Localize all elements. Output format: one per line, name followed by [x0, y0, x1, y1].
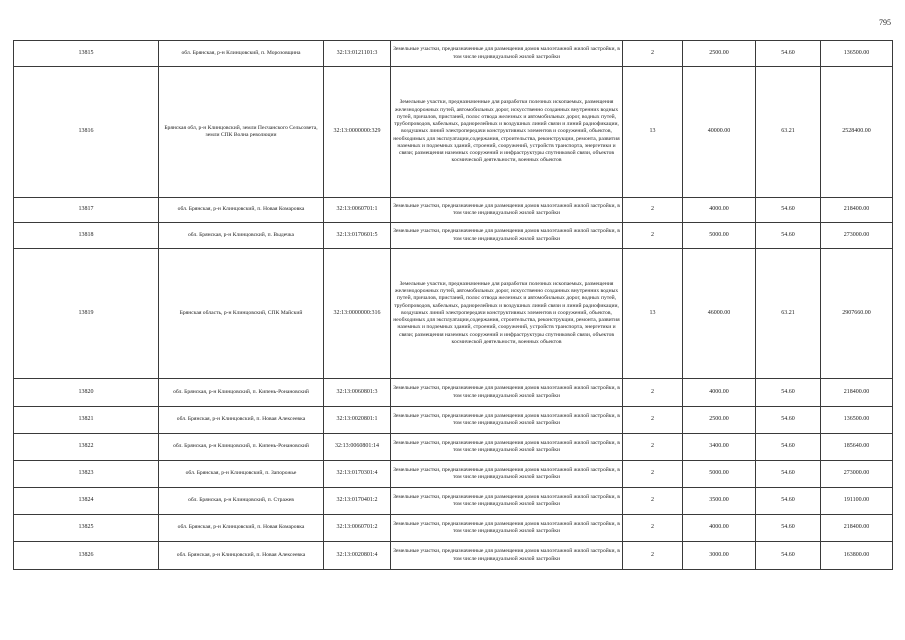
row-id: 13816 [14, 67, 159, 198]
row-group: 2 [623, 488, 683, 515]
row-rate: 54.60 [756, 515, 821, 542]
row-value: 273000.00 [821, 461, 893, 488]
row-area: 5000.00 [683, 461, 756, 488]
table-row [14, 488, 893, 515]
table-row [14, 542, 893, 570]
row-id: 13819 [14, 249, 159, 379]
row-cadastral-number: 32:13:0060701:2 [324, 515, 391, 542]
row-group: 13 [623, 249, 683, 379]
table-row [14, 67, 893, 198]
row-purpose: Земельные участки, предназначенные для размещения домов малоэтажной жилой застройки, в том числе индивидуальной жилой застройки [391, 41, 623, 67]
row-cadastral-number: 32:13:0000000:329 [324, 67, 391, 198]
row-group: 2 [623, 542, 683, 570]
row-cadastral-number: 32:13:0121101:3 [324, 41, 391, 67]
row-address: обл. Брянская, р-н Клинцовский, п. Новая Комаровка [159, 198, 324, 223]
row-rate: 54.60 [756, 198, 821, 223]
row-group: 2 [623, 407, 683, 434]
row-value: 136500.00 [821, 41, 893, 67]
row-area: 40000.00 [683, 67, 756, 198]
row-value: 218400.00 [821, 515, 893, 542]
row-id: 13817 [14, 198, 159, 223]
row-id: 13826 [14, 542, 159, 570]
table-row [14, 461, 893, 488]
row-value: 2528400.00 [821, 67, 893, 198]
row-address: обл. Брянская, р-н Клинцовский, п. Новая Комаровка [159, 515, 324, 542]
table-row [14, 515, 893, 542]
row-rate: 54.60 [756, 41, 821, 67]
row-area: 2500.00 [683, 407, 756, 434]
row-address: обл. Брянская, р-н Клинцовский, п. Выдечка [159, 223, 324, 249]
row-area: 3500.00 [683, 488, 756, 515]
row-id: 13822 [14, 434, 159, 461]
row-purpose: Земельные участки, предназначенные для размещения домов малоэтажной жилой застройки, в том числе индивидуальной жилой застройки [391, 515, 623, 542]
row-purpose: Земельные участки, предназначенные для размещения домов малоэтажной жилой застройки, в том числе индивидуальной жилой застройки [391, 407, 623, 434]
row-id: 13815 [14, 41, 159, 67]
row-rate: 54.60 [756, 488, 821, 515]
row-purpose: Земельные участки, предназначенные для размещения домов малоэтажной жилой застройки, в том числе индивидуальной жилой застройки [391, 461, 623, 488]
row-purpose: Земельные участки, предназначенные для размещения домов малоэтажной жилой застройки, в том числе индивидуальной жилой застройки [391, 488, 623, 515]
row-purpose: Земельные участки, предназначенные для размещения домов малоэтажной жилой застройки, в том числе индивидуальной жилой застройки [391, 542, 623, 570]
row-value: 136500.00 [821, 407, 893, 434]
row-cadastral-number: 32:13:0170301:4 [324, 461, 391, 488]
row-id: 13823 [14, 461, 159, 488]
row-area: 5000.00 [683, 223, 756, 249]
row-value: 273000.00 [821, 223, 893, 249]
row-value: 218400.00 [821, 198, 893, 223]
row-purpose: Земельные участки, предназначенные для разработки полезных ископаемых, размещения железнодорожных путей, автомобильных дорог, искусственно созданных внутренних водных путей, причалов, пристаней, полос отвода железных и автомобильных дорог, водных путей, трубопроводов, кабельных, радиорелейных и воздушных линий связи и линий радиофикации, воздушных линий электропередачи конструктивных элементов и сооружений, объектов, необходимых для эксплуатации,содержания, строительства, реконструкции, ремонта, развития наземных и подземных зданий, строений, сооружений, устройств транспорта, энергетики и связи; размещения наземных сооружений и инфраструктуры спутниковой связи, объектов космической деятельности, военных объектов [391, 67, 623, 198]
row-area: 4000.00 [683, 198, 756, 223]
row-value: 2907660.00 [821, 249, 893, 379]
row-rate: 54.60 [756, 379, 821, 407]
row-id: 13818 [14, 223, 159, 249]
row-rate: 54.60 [756, 407, 821, 434]
row-group: 2 [623, 515, 683, 542]
row-id: 13825 [14, 515, 159, 542]
row-purpose: Земельные участки, предназначенные для размещения домов малоэтажной жилой застройки, в том числе индивидуальной жилой застройки [391, 223, 623, 249]
row-cadastral-number: 32:13:0170601:5 [324, 223, 391, 249]
row-rate: 54.60 [756, 434, 821, 461]
row-area: 46000.00 [683, 249, 756, 379]
row-address: обл. Брянская, р-н Клинцовский, п. Морозовщина [159, 41, 324, 67]
row-address: Брянская обл, р-н Клинцовский, земли Песчанского Сельсовета, земли СПК Волна революции [159, 67, 324, 198]
row-rate: 54.60 [756, 542, 821, 570]
row-cadastral-number: 32:13:0060701:1 [324, 198, 391, 223]
row-address: обл. Брянская, р-н Клинцовский, п. Кипень-Ронановский [159, 379, 324, 407]
row-purpose: Земельные участки, предназначенные для размещения домов малоэтажной жилой застройки, в том числе индивидуальной жилой застройки [391, 434, 623, 461]
row-area: 3400.00 [683, 434, 756, 461]
land-registry-table [13, 40, 893, 570]
row-rate: 63.21 [756, 67, 821, 198]
row-rate: 54.60 [756, 461, 821, 488]
row-address: Брянская область, р-н Клинцовский, СПК Майский [159, 249, 324, 379]
row-group: 2 [623, 379, 683, 407]
row-address: обл. Брянская, р-н Клинцовский, п. Запорожье [159, 461, 324, 488]
row-cadastral-number: 32:13:0020801:4 [324, 542, 391, 570]
row-address: обл. Брянская, р-н Клинцовский, п. Стражев [159, 488, 324, 515]
row-cadastral-number: 32:13:0060801:3 [324, 379, 391, 407]
row-cadastral-number: 32:13:0000000:316 [324, 249, 391, 379]
row-group: 2 [623, 41, 683, 67]
row-rate: 63.21 [756, 249, 821, 379]
row-rate: 54.60 [756, 223, 821, 249]
table-row [14, 198, 893, 223]
table-row [14, 379, 893, 407]
row-value: 191100.00 [821, 488, 893, 515]
row-area: 2500.00 [683, 41, 756, 67]
row-value: 163800.00 [821, 542, 893, 570]
row-group: 13 [623, 67, 683, 198]
row-id: 13824 [14, 488, 159, 515]
page-number: 795 [879, 18, 891, 27]
row-address: обл. Брянская, р-н Клинцовский, п. Кипень-Ронановский [159, 434, 324, 461]
row-purpose: Земельные участки, предназначенные для размещения домов малоэтажной жилой застройки, в том числе индивидуальной жилой застройки [391, 379, 623, 407]
row-cadastral-number: 32:13:0020801:1 [324, 407, 391, 434]
row-area: 4000.00 [683, 379, 756, 407]
row-cadastral-number: 32:13:0170401:2 [324, 488, 391, 515]
row-group: 2 [623, 223, 683, 249]
row-area: 3000.00 [683, 542, 756, 570]
table-row [14, 434, 893, 461]
row-cadastral-number: 32:13:0060801:14 [324, 434, 391, 461]
row-group: 2 [623, 198, 683, 223]
table-row [14, 41, 893, 67]
row-id: 13821 [14, 407, 159, 434]
row-group: 2 [623, 461, 683, 488]
row-address: обл. Брянская, р-н Клинцовский, п. Новая Алексеевка [159, 542, 324, 570]
row-group: 2 [623, 434, 683, 461]
row-purpose: Земельные участки, предназначенные для разработки полезных ископаемых, размещения железнодорожных путей, автомобильных дорог, искусственно созданных внутренних водных путей, причалов, пристаней, полос отвода железных и автомобильных дорог, водных путей, трубопроводов, кабельных, радиорелейных и воздушных линий связи и линий радиофикации, воздушных линий электропередачи конструктивных элементов и сооружений, объектов, необходимых для эксплуатации,содержания, строительства, реконструкции, ремонта, развития наземных и подземных зданий, строений, сооружений, устройств транспорта, энергетики и связи; размещения наземных сооружений и инфраструктуры спутниковой связи, объектов космической деятельности, военных объектов [391, 249, 623, 379]
row-value: 218400.00 [821, 379, 893, 407]
row-address: обл. Брянская, р-н Клинцовский, п. Новая Алексеевка [159, 407, 324, 434]
table-body [14, 41, 893, 570]
row-value: 185640.00 [821, 434, 893, 461]
table-row [14, 249, 893, 379]
row-id: 13820 [14, 379, 159, 407]
table-row [14, 223, 893, 249]
row-area: 4000.00 [683, 515, 756, 542]
table-row [14, 407, 893, 434]
row-purpose: Земельные участки, предназначенные для размещения домов малоэтажной жилой застройки, в том числе индивидуальной жилой застройки [391, 198, 623, 223]
